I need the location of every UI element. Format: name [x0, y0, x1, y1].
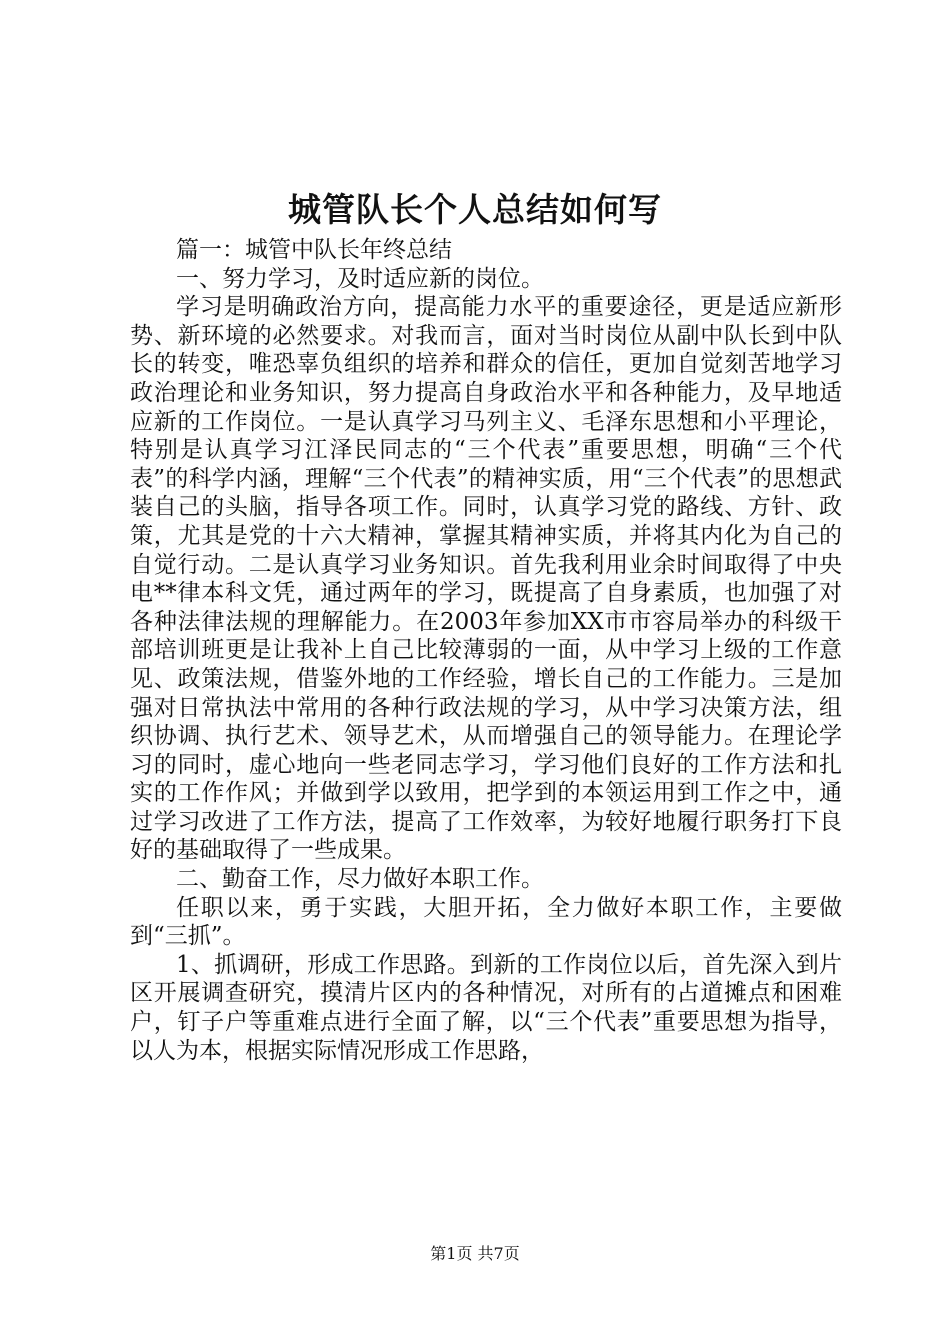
- page-footer: 第1页 共7页: [430, 1244, 520, 1263]
- section-heading-work: 二、勤奋工作，尽力做好本职工作。: [176, 866, 544, 893]
- section-heading-part1: 篇一：城管中队长年终总结: [176, 237, 452, 263]
- section-heading-learning: 一、努力学习，及时适应新的岗位。: [176, 265, 544, 292]
- paragraph-learning: 学习是明确政治方向，提高能力水平的重要途径，更是适应新形势、新环境的必然要求。对我而言，面对当时岗位从副中队长到中队长的转变，唯恐辜负组织的培养和群众的信任，更加自觉刻苦地学习政治理论和业务知识，努力提高自身政治水平和各种能力，及早地适应新的工作岗位。一是认真学习马列主义、毛泽东思想和小平理论，特别是认真学习江泽民同志的“三个代表”重要思想，明确“三个代表”的科学内涵，理解“三个代表”的精神实质，用“三个代表”的思想武装自己的头脑，指导各项工作。同时，认真学习党的路线、方针、政策，尤其是党的十六大精神，掌握其精神实质，并将其内化为自己的自觉行动。二是认真学习业务知识。首先我利用业余时间取得了中央电**律本科文凭，通过两年的学习，既提高了自身素质，也加强了对各种法律法规的理解能力。在2003年参加XX市市容局举办的科级干部培训班更是让我补上自己比较薄弱的一面，从中学习上级的工作意见、政策法规，借鉴外地的工作经验，增长自己的工作能力。三是加强对日常执法中常用的各种行政法规的学习，从中学习决策方法，组织协调、执行艺术、领导艺术，从而增强自己的领导能力。在理论学习的同时，虚心地向一些老同志学习，学习他们良好的工作方法和扎实的工作作风；并做到学以致用，把学到的本领运用到工作之中，通过学习改进了工作方法，提高了工作效率，为较好地履行职务打下良好的基础取得了一些成果。: [130, 294, 842, 864]
- document-body: [130, 236, 842, 1065]
- page-title: 城管队长个人总结如何写: [288, 190, 662, 229]
- paragraph-work-intro: 任职以来，勇于实践，大胆开拓，全力做好本职工作，主要做到“三抓”。: [130, 894, 842, 950]
- paragraph-research: 1、抓调研，形成工作思路。到新的工作岗位以后，首先深入到片区开展调查研究，摸清片区内的各种情况，对所有的占道摊点和困难户，钉子户等重难点进行全面了解，以“三个代表”重要思想为指导，以人为本，根据实际情况形成工作思路，: [130, 951, 842, 1064]
